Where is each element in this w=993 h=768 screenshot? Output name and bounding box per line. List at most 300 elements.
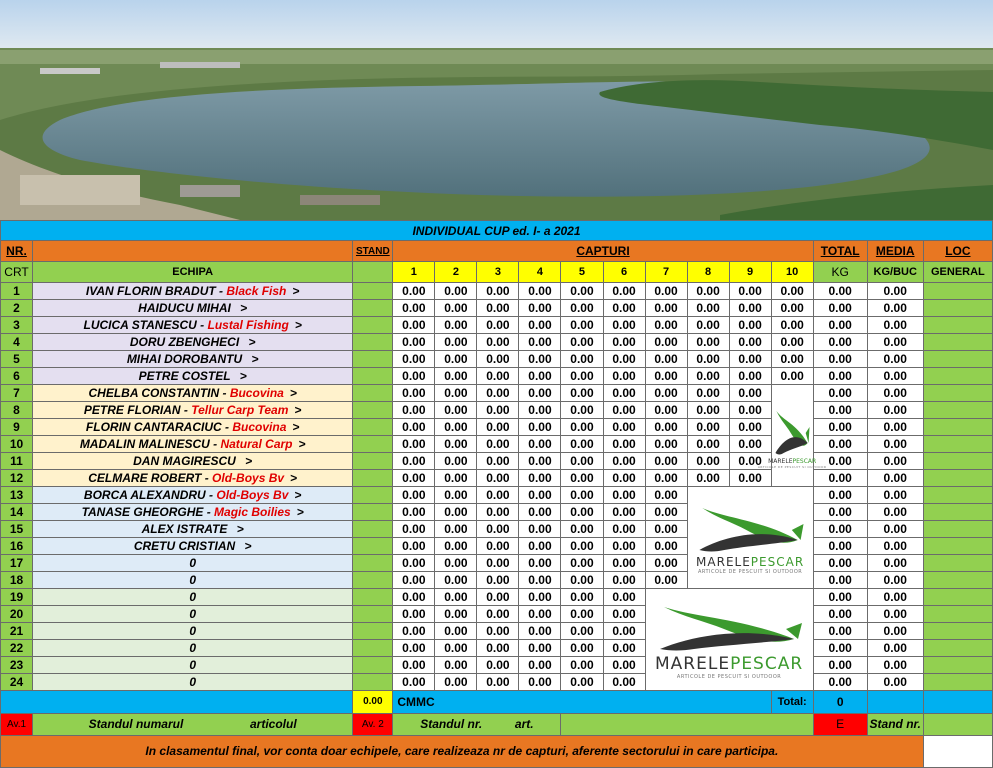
- capture-cell[interactable]: 0.00: [561, 402, 603, 419]
- stand-cell[interactable]: [353, 317, 393, 334]
- footer-cmmc: CMMC: [393, 691, 771, 713]
- capture-cell[interactable]: 0.00: [603, 351, 645, 368]
- capture-cell[interactable]: 0.00: [561, 606, 603, 623]
- media-cell: 0.00: [867, 453, 923, 470]
- capture-cell[interactable]: 0.00: [645, 300, 687, 317]
- table-row: [1, 504, 993, 521]
- stand-cell[interactable]: [353, 657, 393, 674]
- media-cell: 0.00: [867, 674, 923, 691]
- marele-pescar-logo: [688, 487, 813, 588]
- capture-cell[interactable]: 0.00: [435, 402, 477, 419]
- capture-cell[interactable]: 0.00: [603, 317, 645, 334]
- capture-cell[interactable]: 0.00: [519, 351, 561, 368]
- capture-cell[interactable]: 0.00: [687, 436, 729, 453]
- total-kg-cell: 0.00: [813, 606, 867, 623]
- capture-cell[interactable]: 0.00: [771, 317, 813, 334]
- footer-note-blank: [923, 735, 992, 767]
- competitor-name-cell: [33, 606, 353, 623]
- competitor-name: ALEX ISTRATE: [141, 522, 231, 537]
- stand-cell[interactable]: [353, 470, 393, 487]
- capture-cell[interactable]: 0.00: [519, 657, 561, 674]
- capture-cell[interactable]: 0.00: [477, 572, 519, 589]
- capture-cell[interactable]: 0.00: [603, 606, 645, 623]
- row-number: 6: [1, 368, 33, 385]
- competitor-team: Bucovina: [229, 386, 284, 401]
- capture-cell[interactable]: 0.00: [687, 351, 729, 368]
- capture-cell[interactable]: 0.00: [603, 368, 645, 385]
- capture-cell[interactable]: 0.00: [561, 640, 603, 657]
- capture-cell[interactable]: 0.00: [687, 419, 729, 436]
- table-row: [1, 674, 993, 691]
- capture-cell[interactable]: 0.00: [393, 623, 435, 640]
- loc-general-cell: [923, 521, 992, 538]
- stand-cell[interactable]: [353, 521, 393, 538]
- capture-cell[interactable]: 0.00: [603, 589, 645, 606]
- capture-cell[interactable]: 0.00: [477, 521, 519, 538]
- capture-cell[interactable]: 0.00: [435, 470, 477, 487]
- row-number: 10: [1, 436, 33, 453]
- capture-cell[interactable]: 0.00: [687, 453, 729, 470]
- capture-cell[interactable]: 0.00: [561, 300, 603, 317]
- capture-cell[interactable]: 0.00: [393, 368, 435, 385]
- capture-cell[interactable]: 0.00: [561, 623, 603, 640]
- capture-cell[interactable]: 0.00: [645, 317, 687, 334]
- row-number: 16: [1, 538, 33, 555]
- stand-cell[interactable]: [353, 385, 393, 402]
- stand-cell[interactable]: [353, 351, 393, 368]
- capture-cell[interactable]: 0.00: [603, 419, 645, 436]
- capture-cell[interactable]: 0.00: [645, 402, 687, 419]
- capture-cell[interactable]: 0.00: [435, 572, 477, 589]
- capture-cell[interactable]: 0.00: [561, 351, 603, 368]
- capture-cell[interactable]: 0.00: [729, 351, 771, 368]
- capture-cell[interactable]: 0.00: [603, 453, 645, 470]
- competitor-name: DORU ZBENGHECI: [129, 335, 243, 350]
- capture-cell[interactable]: 0.00: [603, 538, 645, 555]
- capture-cell[interactable]: 0.00: [645, 385, 687, 402]
- capture-cell[interactable]: 0.00: [477, 589, 519, 606]
- capture-cell[interactable]: 0.00: [687, 300, 729, 317]
- logo-word-pescar: PESCAR: [730, 654, 804, 675]
- capture-cell[interactable]: 0.00: [729, 368, 771, 385]
- capture-cell[interactable]: 0.00: [645, 572, 687, 589]
- stand-cell[interactable]: [353, 283, 393, 300]
- stand-cell[interactable]: [353, 300, 393, 317]
- capture-cell[interactable]: 0.00: [477, 453, 519, 470]
- capture-cell[interactable]: 0.00: [561, 334, 603, 351]
- capture-cell[interactable]: 0.00: [477, 623, 519, 640]
- row-number: 23: [1, 657, 33, 674]
- capture-cell[interactable]: 0.00: [393, 334, 435, 351]
- capture-cell[interactable]: 0.00: [477, 385, 519, 402]
- competitor-name-cell: [33, 521, 353, 538]
- capture-cell[interactable]: 0.00: [603, 640, 645, 657]
- competitor-team: Tellur Carp Team: [191, 403, 289, 418]
- capture-cell[interactable]: 0.00: [435, 674, 477, 691]
- capture-cell[interactable]: 0.00: [561, 453, 603, 470]
- stand-cell[interactable]: [353, 504, 393, 521]
- stand-cell[interactable]: [353, 555, 393, 572]
- capture-cell[interactable]: 0.00: [435, 436, 477, 453]
- capture-cell[interactable]: 0.00: [603, 555, 645, 572]
- capture-cell[interactable]: 0.00: [393, 657, 435, 674]
- competitor-name-cell: [33, 351, 353, 368]
- logo-word-pescar: PESCAR: [792, 457, 817, 465]
- capture-cell[interactable]: 0.00: [561, 368, 603, 385]
- capture-cell[interactable]: 0.00: [519, 640, 561, 657]
- capture-cell[interactable]: 0.00: [561, 385, 603, 402]
- capture-cell[interactable]: 0.00: [393, 674, 435, 691]
- capture-cell[interactable]: 0.00: [435, 385, 477, 402]
- capture-cell[interactable]: 0.00: [561, 538, 603, 555]
- capture-cell[interactable]: 0.00: [393, 538, 435, 555]
- capture-cell[interactable]: 0.00: [771, 368, 813, 385]
- loc-general-cell: [923, 436, 992, 453]
- capture-cell[interactable]: 0.00: [435, 657, 477, 674]
- row-number: 8: [1, 402, 33, 419]
- total-kg-cell: 0.00: [813, 402, 867, 419]
- table-row: [1, 640, 993, 657]
- capture-cell[interactable]: 0.00: [477, 368, 519, 385]
- capture-cell[interactable]: 0.00: [729, 385, 771, 402]
- capture-cell[interactable]: 0.00: [729, 283, 771, 300]
- capture-cell[interactable]: 0.00: [435, 589, 477, 606]
- capture-cell[interactable]: 0.00: [603, 385, 645, 402]
- capture-cell[interactable]: 0.00: [477, 640, 519, 657]
- capture-cell[interactable]: 0.00: [561, 504, 603, 521]
- capture-cell[interactable]: 0.00: [519, 555, 561, 572]
- capture-cell[interactable]: 0.00: [519, 470, 561, 487]
- competitor-name: CHELBA CONSTANTIN -: [88, 386, 230, 401]
- capture-cell[interactable]: 0.00: [729, 436, 771, 453]
- capture-cell[interactable]: 0.00: [393, 283, 435, 300]
- capture-cell[interactable]: 0.00: [477, 657, 519, 674]
- capture-cell[interactable]: 0.00: [645, 504, 687, 521]
- capture-cell[interactable]: 0.00: [603, 283, 645, 300]
- media-cell: 0.00: [867, 555, 923, 572]
- capture-cell[interactable]: 0.00: [477, 555, 519, 572]
- capture-cell[interactable]: 0.00: [519, 368, 561, 385]
- capture-cell[interactable]: 0.00: [645, 334, 687, 351]
- capture-cell[interactable]: 0.00: [771, 334, 813, 351]
- capture-cell[interactable]: 0.00: [435, 453, 477, 470]
- capture-cell[interactable]: 0.00: [519, 419, 561, 436]
- capture-cell[interactable]: 0.00: [477, 470, 519, 487]
- capture-cell[interactable]: 0.00: [393, 504, 435, 521]
- stand-cell[interactable]: [353, 640, 393, 657]
- capture-cell[interactable]: 0.00: [393, 521, 435, 538]
- logo-word-marele: MARELE: [655, 654, 731, 675]
- capture-cell[interactable]: 0.00: [477, 504, 519, 521]
- logo-wordmark: [696, 555, 804, 569]
- capture-cell[interactable]: 0.00: [477, 351, 519, 368]
- competitor-name: BORCA ALEXANDRU -: [83, 488, 217, 503]
- capture-cell[interactable]: 0.00: [477, 606, 519, 623]
- capture-cell[interactable]: 0.00: [477, 487, 519, 504]
- fish-icon: [695, 500, 805, 555]
- results-table: [0, 220, 993, 768]
- capture-cell[interactable]: 0.00: [561, 657, 603, 674]
- capture-cell[interactable]: 0.00: [561, 521, 603, 538]
- capture-cell[interactable]: 0.00: [519, 589, 561, 606]
- media-cell: 0.00: [867, 487, 923, 504]
- total-kg-cell: 0.00: [813, 555, 867, 572]
- total-kg-cell: 0.00: [813, 640, 867, 657]
- media-cell: 0.00: [867, 470, 923, 487]
- stand-cell[interactable]: [353, 436, 393, 453]
- capture-cell[interactable]: 0.00: [645, 351, 687, 368]
- capture-cell[interactable]: 0.00: [729, 300, 771, 317]
- stand-cell[interactable]: [353, 606, 393, 623]
- fish-icon: [654, 599, 804, 654]
- capture-cell[interactable]: 0.00: [477, 402, 519, 419]
- capture-cell[interactable]: 0.00: [519, 300, 561, 317]
- capture-cell[interactable]: 0.00: [603, 623, 645, 640]
- competitor-name: PETRE FLORIAN -: [83, 403, 192, 418]
- row-number: 24: [1, 674, 33, 691]
- capture-cell[interactable]: 0.00: [477, 436, 519, 453]
- capture-cell[interactable]: 0.00: [519, 623, 561, 640]
- row-arrow: >: [290, 471, 298, 486]
- capture-cell[interactable]: 0.00: [687, 402, 729, 419]
- capture-cell[interactable]: 0.00: [603, 487, 645, 504]
- capture-cell[interactable]: 0.00: [603, 300, 645, 317]
- capture-cell[interactable]: 0.00: [729, 317, 771, 334]
- capture-cell[interactable]: 0.00: [561, 487, 603, 504]
- table-row: [1, 657, 993, 674]
- total-kg-cell: 0.00: [813, 521, 867, 538]
- stand-cell[interactable]: [353, 419, 393, 436]
- competitor-name-cell: [33, 385, 353, 402]
- capture-cell[interactable]: 0.00: [603, 657, 645, 674]
- footer-total-label: Total:: [771, 691, 813, 713]
- competitor-name-cell: [33, 470, 353, 487]
- capture-cell[interactable]: 0.00: [393, 351, 435, 368]
- capture-cell[interactable]: 0.00: [393, 487, 435, 504]
- header-general: GENERAL: [923, 262, 992, 283]
- total-kg-cell: 0.00: [813, 317, 867, 334]
- capture-cell[interactable]: 0.00: [435, 487, 477, 504]
- competitor-name: MADALIN MALINESCU -: [79, 437, 221, 452]
- capture-cell[interactable]: 0.00: [603, 436, 645, 453]
- capture-cell[interactable]: 0.00: [435, 538, 477, 555]
- footer-av2: Av. 2: [353, 713, 393, 735]
- capture-cell[interactable]: 0.00: [519, 283, 561, 300]
- capture-cell[interactable]: 0.00: [771, 300, 813, 317]
- capture-cell[interactable]: 0.00: [519, 385, 561, 402]
- stand-cell[interactable]: [353, 674, 393, 691]
- media-cell: 0.00: [867, 623, 923, 640]
- capture-cell[interactable]: 0.00: [687, 334, 729, 351]
- capture-cell[interactable]: 0.00: [687, 283, 729, 300]
- capture-cell[interactable]: 0.00: [687, 470, 729, 487]
- row-number: 14: [1, 504, 33, 521]
- capture-cell[interactable]: 0.00: [393, 453, 435, 470]
- stand-cell[interactable]: [353, 538, 393, 555]
- stand-cell[interactable]: [353, 572, 393, 589]
- capture-cell[interactable]: 0.00: [603, 402, 645, 419]
- total-kg-cell: 0.00: [813, 351, 867, 368]
- competitor-name-cell: [33, 453, 353, 470]
- capture-cell[interactable]: 0.00: [393, 640, 435, 657]
- capture-cell[interactable]: 0.00: [393, 385, 435, 402]
- capture-cell[interactable]: 0.00: [729, 470, 771, 487]
- capture-cell[interactable]: 0.00: [393, 606, 435, 623]
- competitor-name-cell: [33, 317, 353, 334]
- capture-cell[interactable]: 0.00: [435, 351, 477, 368]
- header-echipa: ECHIPA: [33, 262, 353, 283]
- table-row: [1, 606, 993, 623]
- capture-cell[interactable]: 0.00: [477, 538, 519, 555]
- capture-cell[interactable]: 0.00: [519, 606, 561, 623]
- table-row: [1, 589, 993, 606]
- capture-cell[interactable]: 0.00: [561, 470, 603, 487]
- capture-cell[interactable]: 0.00: [561, 436, 603, 453]
- capture-cell[interactable]: 0.00: [645, 521, 687, 538]
- capture-cell[interactable]: 0.00: [771, 351, 813, 368]
- capture-cell[interactable]: 0.00: [687, 385, 729, 402]
- capture-cell[interactable]: 0.00: [771, 283, 813, 300]
- capture-cell[interactable]: 0.00: [435, 368, 477, 385]
- capture-cell[interactable]: 0.00: [645, 555, 687, 572]
- capture-cell[interactable]: 0.00: [477, 283, 519, 300]
- capture-cell[interactable]: 0.00: [519, 453, 561, 470]
- capture-cell[interactable]: 0.00: [645, 436, 687, 453]
- stand-cell[interactable]: [353, 453, 393, 470]
- media-cell: 0.00: [867, 334, 923, 351]
- table-row: [1, 487, 993, 504]
- capture-cell[interactable]: 0.00: [519, 674, 561, 691]
- capture-cell[interactable]: 0.00: [687, 368, 729, 385]
- footer-articolul: articolul: [250, 717, 297, 732]
- capture-cell[interactable]: 0.00: [561, 283, 603, 300]
- capture-cell[interactable]: 0.00: [603, 572, 645, 589]
- capture-cell[interactable]: 0.00: [435, 555, 477, 572]
- stand-cell[interactable]: [353, 623, 393, 640]
- capture-cell[interactable]: 0.00: [477, 674, 519, 691]
- marele-pescar-logo: [646, 589, 813, 690]
- table-row: [1, 334, 993, 351]
- header-kgbuc: KG/BUC: [867, 262, 923, 283]
- capture-cell[interactable]: 0.00: [435, 640, 477, 657]
- capture-cell[interactable]: 0.00: [645, 470, 687, 487]
- capture-cell[interactable]: 0.00: [603, 674, 645, 691]
- capture-cell[interactable]: 0.00: [561, 419, 603, 436]
- capture-cell[interactable]: 0.00: [561, 555, 603, 572]
- capture-cell[interactable]: 0.00: [519, 487, 561, 504]
- loc-general-cell: [923, 470, 992, 487]
- capture-cell[interactable]: 0.00: [561, 674, 603, 691]
- footer-note: In clasamentul final, vor conta doar echipele, care realizeaza nr de capturi, aferente sectorului in care participa.: [1, 735, 924, 767]
- capture-cell[interactable]: 0.00: [477, 419, 519, 436]
- capture-cell[interactable]: 0.00: [645, 368, 687, 385]
- capture-cell[interactable]: 0.00: [519, 504, 561, 521]
- capture-cell[interactable]: 0.00: [393, 555, 435, 572]
- media-cell: 0.00: [867, 504, 923, 521]
- capture-cell[interactable]: 0.00: [687, 317, 729, 334]
- stand-cell[interactable]: [353, 334, 393, 351]
- footer-blank-media: [867, 691, 923, 713]
- competitor-name-cell: [33, 334, 353, 351]
- row-arrow: >: [294, 403, 302, 418]
- capture-cell[interactable]: 0.00: [729, 419, 771, 436]
- capture-cell[interactable]: 0.00: [393, 317, 435, 334]
- capture-cell[interactable]: 0.00: [519, 521, 561, 538]
- capture-cell[interactable]: 0.00: [519, 402, 561, 419]
- capture-cell[interactable]: 0.00: [435, 300, 477, 317]
- capture-cell[interactable]: 0.00: [435, 419, 477, 436]
- row-number: 19: [1, 589, 33, 606]
- media-cell: 0.00: [867, 521, 923, 538]
- capture-cell[interactable]: 0.00: [519, 317, 561, 334]
- capture-cell[interactable]: 0.00: [435, 317, 477, 334]
- capture-cell[interactable]: 0.00: [435, 606, 477, 623]
- capture-cell[interactable]: 0.00: [645, 538, 687, 555]
- competitor-name: LUCICA STANESCU -: [83, 318, 208, 333]
- capture-cell[interactable]: 0.00: [561, 317, 603, 334]
- capture-cell[interactable]: 0.00: [435, 504, 477, 521]
- capture-cell[interactable]: 0.00: [603, 334, 645, 351]
- capture-cell[interactable]: 0.00: [393, 436, 435, 453]
- row-number: 12: [1, 470, 33, 487]
- table-row: [1, 538, 993, 555]
- stand-cell[interactable]: [353, 487, 393, 504]
- capture-cell[interactable]: 0.00: [729, 453, 771, 470]
- capture-cell[interactable]: 0.00: [477, 317, 519, 334]
- competitor-name-cell: [33, 674, 353, 691]
- capture-cell[interactable]: 0.00: [519, 436, 561, 453]
- row-arrow: >: [294, 488, 302, 503]
- capture-cell[interactable]: 0.00: [645, 283, 687, 300]
- stand-cell[interactable]: [353, 589, 393, 606]
- capture-cell[interactable]: 0.00: [603, 470, 645, 487]
- capture-cell[interactable]: 0.00: [435, 334, 477, 351]
- stand-cell[interactable]: [353, 402, 393, 419]
- total-kg-cell: 0.00: [813, 470, 867, 487]
- capture-cell[interactable]: 0.00: [603, 504, 645, 521]
- capture-cell[interactable]: 0.00: [561, 589, 603, 606]
- capture-cell[interactable]: 0.00: [393, 572, 435, 589]
- capture-cell[interactable]: 0.00: [561, 572, 603, 589]
- stand-cell[interactable]: [353, 368, 393, 385]
- capture-cell[interactable]: 0.00: [645, 453, 687, 470]
- capture-cell[interactable]: 0.00: [645, 487, 687, 504]
- capture-cell[interactable]: 0.00: [519, 538, 561, 555]
- capture-cell[interactable]: 0.00: [393, 589, 435, 606]
- capture-cell[interactable]: 0.00: [519, 334, 561, 351]
- competitor-name: 0: [189, 556, 196, 571]
- capture-cell[interactable]: 0.00: [477, 300, 519, 317]
- capture-cell[interactable]: 0.00: [729, 334, 771, 351]
- loc-general-cell: [923, 572, 992, 589]
- capture-cell[interactable]: 0.00: [393, 402, 435, 419]
- table-row: [1, 283, 993, 300]
- capture-cell[interactable]: 0.00: [435, 521, 477, 538]
- capture-cell[interactable]: 0.00: [435, 283, 477, 300]
- capture-cell[interactable]: 0.00: [603, 521, 645, 538]
- competitor-team: Bucovina: [232, 420, 287, 435]
- capture-cell[interactable]: 0.00: [519, 572, 561, 589]
- capture-cell[interactable]: 0.00: [729, 402, 771, 419]
- capture-cell[interactable]: 0.00: [393, 300, 435, 317]
- capture-cell[interactable]: 0.00: [393, 419, 435, 436]
- capture-cell[interactable]: 0.00: [435, 623, 477, 640]
- capture-cell[interactable]: 0.00: [393, 470, 435, 487]
- loc-general-cell: [923, 538, 992, 555]
- capture-cell[interactable]: 0.00: [477, 334, 519, 351]
- capture-cell[interactable]: 0.00: [645, 419, 687, 436]
- competitor-name-cell: [33, 368, 353, 385]
